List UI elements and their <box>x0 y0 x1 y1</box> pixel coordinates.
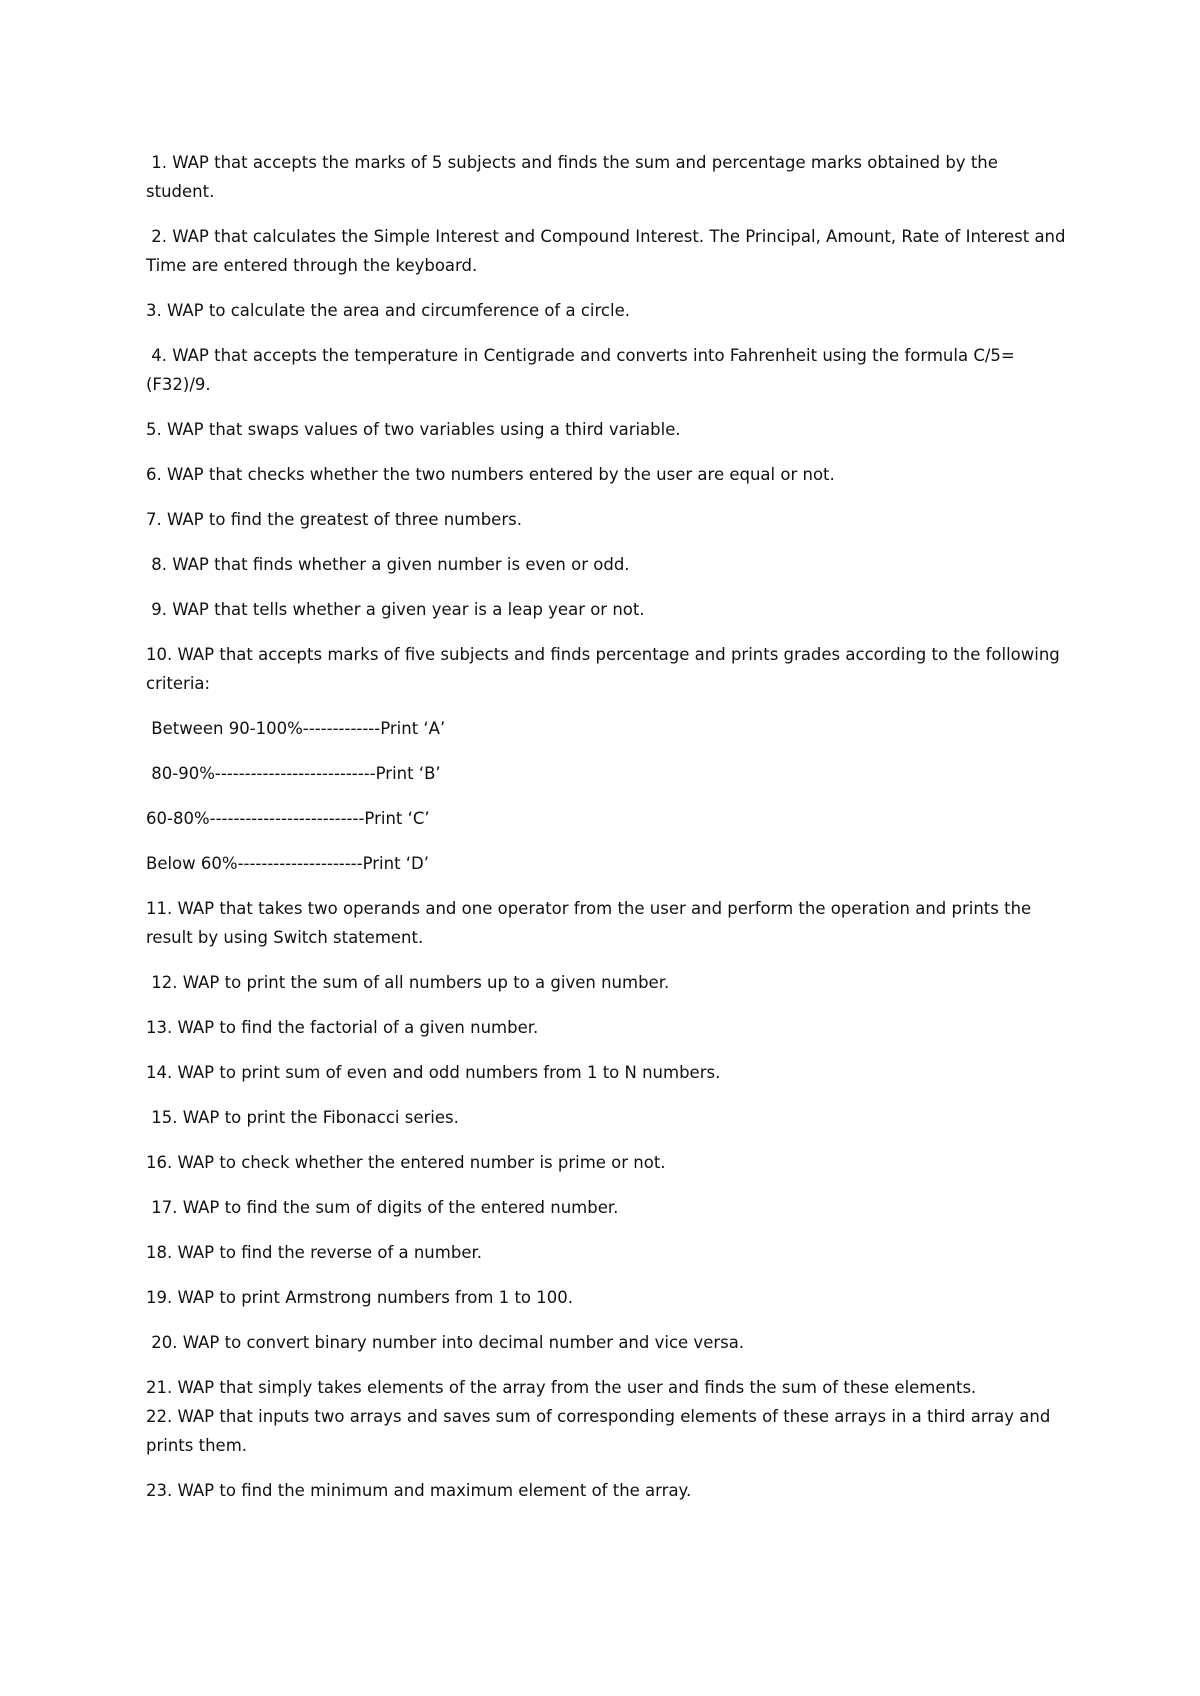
list-item: 1. WAP that accepts the marks of 5 subjects and finds the sum and percentage marks obtained by the student. <box>146 153 1004 201</box>
list-item: 20. WAP to convert binary number into decimal number and vice versa. <box>146 1333 745 1352</box>
list-item: 18. WAP to find the reverse of a number. <box>146 1243 482 1262</box>
list-item: 8. WAP that finds whether a given number is even or odd. <box>146 555 630 574</box>
grade-criteria-line: 80-90%---------------------------Print ‘B’ <box>146 764 441 783</box>
grade-criteria-line: Between 90-100%-------------Print ‘A’ <box>146 719 446 738</box>
list-item: 14. WAP to print sum of even and odd numbers from 1 to N numbers. <box>146 1063 721 1082</box>
list-item: 2. WAP that calculates the Simple Interest and Compound Interest. The Principal, Amount, Rate of Interest and Time are entered through the keyboard. <box>146 227 1071 275</box>
list-item: 13. WAP to find the factorial of a given number. <box>146 1018 539 1037</box>
list-item: 11. WAP that takes two operands and one operator from the user and perform the operation and prints the result by using Switch statement. <box>146 899 1037 947</box>
list-item: 6. WAP that checks whether the two numbers entered by the user are equal or not. <box>146 465 835 484</box>
document-body <box>146 148 1071 1521</box>
list-item: 16. WAP to check whether the entered number is prime or not. <box>146 1153 666 1172</box>
list-item: 17. WAP to find the sum of digits of the entered number. <box>146 1198 619 1217</box>
list-item: 23. WAP to find the minimum and maximum element of the array. <box>146 1481 692 1500</box>
list-item: 7. WAP to find the greatest of three numbers. <box>146 510 522 529</box>
list-item: 12. WAP to print the sum of all numbers up to a given number. <box>146 973 670 992</box>
list-item: 5. WAP that swaps values of two variables using a third variable. <box>146 420 681 439</box>
list-item: 4. WAP that accepts the temperature in Centigrade and converts into Fahrenheit using the formula C/5=(F32)/9. <box>146 346 1015 394</box>
grade-criteria-line: 60-80%--------------------------Print ‘C’ <box>146 809 430 828</box>
list-item: 10. WAP that accepts marks of five subjects and finds percentage and prints grades according to the following criteria: <box>146 645 1066 693</box>
grade-criteria-line: Below 60%---------------------Print ‘D’ <box>146 854 429 873</box>
list-item: 19. WAP to print Armstrong numbers from 1 to 100. <box>146 1288 573 1307</box>
list-item: 15. WAP to print the Fibonacci series. <box>146 1108 459 1127</box>
list-item: 9. WAP that tells whether a given year is a leap year or not. <box>146 600 645 619</box>
list-item: 22. WAP that inputs two arrays and saves sum of corresponding elements of these arrays in a third array and prints them. <box>146 1407 1056 1455</box>
list-item: 3. WAP to calculate the area and circumference of a circle. <box>146 301 630 320</box>
list-item: 21. WAP that simply takes elements of the array from the user and finds the sum of these elements. <box>146 1378 977 1397</box>
